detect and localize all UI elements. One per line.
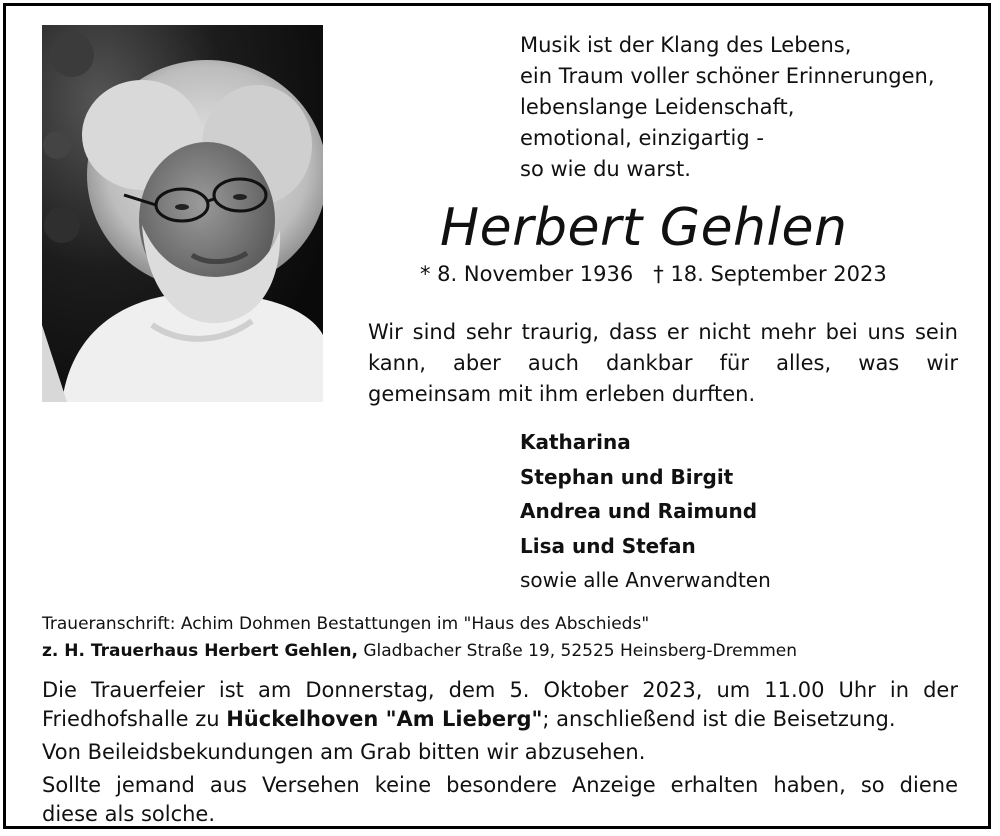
family-member: Stephan und Birgit — [520, 464, 734, 489]
family-member: Lisa und Stefan — [520, 533, 696, 558]
address-line-2 — [42, 638, 797, 665]
address-line-1: Traueranschrift: Achim Dohmen Bestattungen im "Haus des Abschieds" — [42, 614, 650, 634]
ceremony-line-5: diese als solche. — [42, 802, 216, 826]
message-line: Wir sind sehr traurig, dass er nicht mehr bei uns sein — [368, 320, 958, 344]
life-dates — [420, 262, 887, 286]
ceremony-line-4: Sollte jemand aus Versehen keine besondere Anzeige erhalten haben, so diene — [42, 773, 958, 797]
ceremony-location-prefix: Friedhofshalle zu — [42, 707, 227, 731]
birth-date: * 8. November 1936 — [420, 262, 634, 286]
family-member: Andrea und Raimund — [520, 499, 758, 523]
portrait-photo — [42, 25, 323, 402]
poem-line: emotional, einzigartig - — [520, 126, 764, 150]
ceremony-location-suffix: ; anschließend ist die Beisetzung. — [542, 707, 896, 731]
family-member: Katharina — [520, 430, 631, 454]
family-list — [520, 425, 771, 598]
ceremony-line-3: Von Beileidsbekundungen am Grab bitten wir abzusehen. — [42, 740, 646, 764]
ceremony-line-1: Die Trauerfeier ist am Donnerstag, dem 5. Oktober 2023, um 11.00 Uhr in der — [42, 678, 958, 702]
poem-line: lebenslange Leidenschaft, — [520, 95, 795, 119]
address-recipient: z. H. Trauerhaus Herbert Gehlen, — [42, 641, 358, 661]
mourning-address — [42, 611, 797, 665]
message-line: gemeinsam mit ihm erleben durften. — [368, 382, 756, 406]
mourning-message — [368, 317, 958, 410]
address-street: Gladbacher Straße 19, 52525 Heinsberg-Dremmen — [357, 641, 797, 661]
deceased-name: Herbert Gehlen — [440, 198, 848, 258]
portrait-image — [42, 25, 323, 402]
relatives-line: sowie alle Anverwandten — [520, 568, 771, 592]
ceremony-line-2 — [42, 705, 958, 734]
poem — [520, 30, 935, 185]
message-line: kann, aber auch dankbar für alles, was wir — [368, 351, 958, 375]
poem-line: so wie du warst. — [520, 157, 691, 181]
poem-line: Musik ist der Klang des Lebens, — [520, 33, 852, 57]
ceremony-info — [42, 676, 958, 829]
poem-line: ein Traum voller schöner Erinnerungen, — [520, 64, 935, 88]
ceremony-location: Hückelhoven "Am Lieberg" — [226, 707, 543, 731]
death-date: † 18. September 2023 — [653, 262, 887, 286]
